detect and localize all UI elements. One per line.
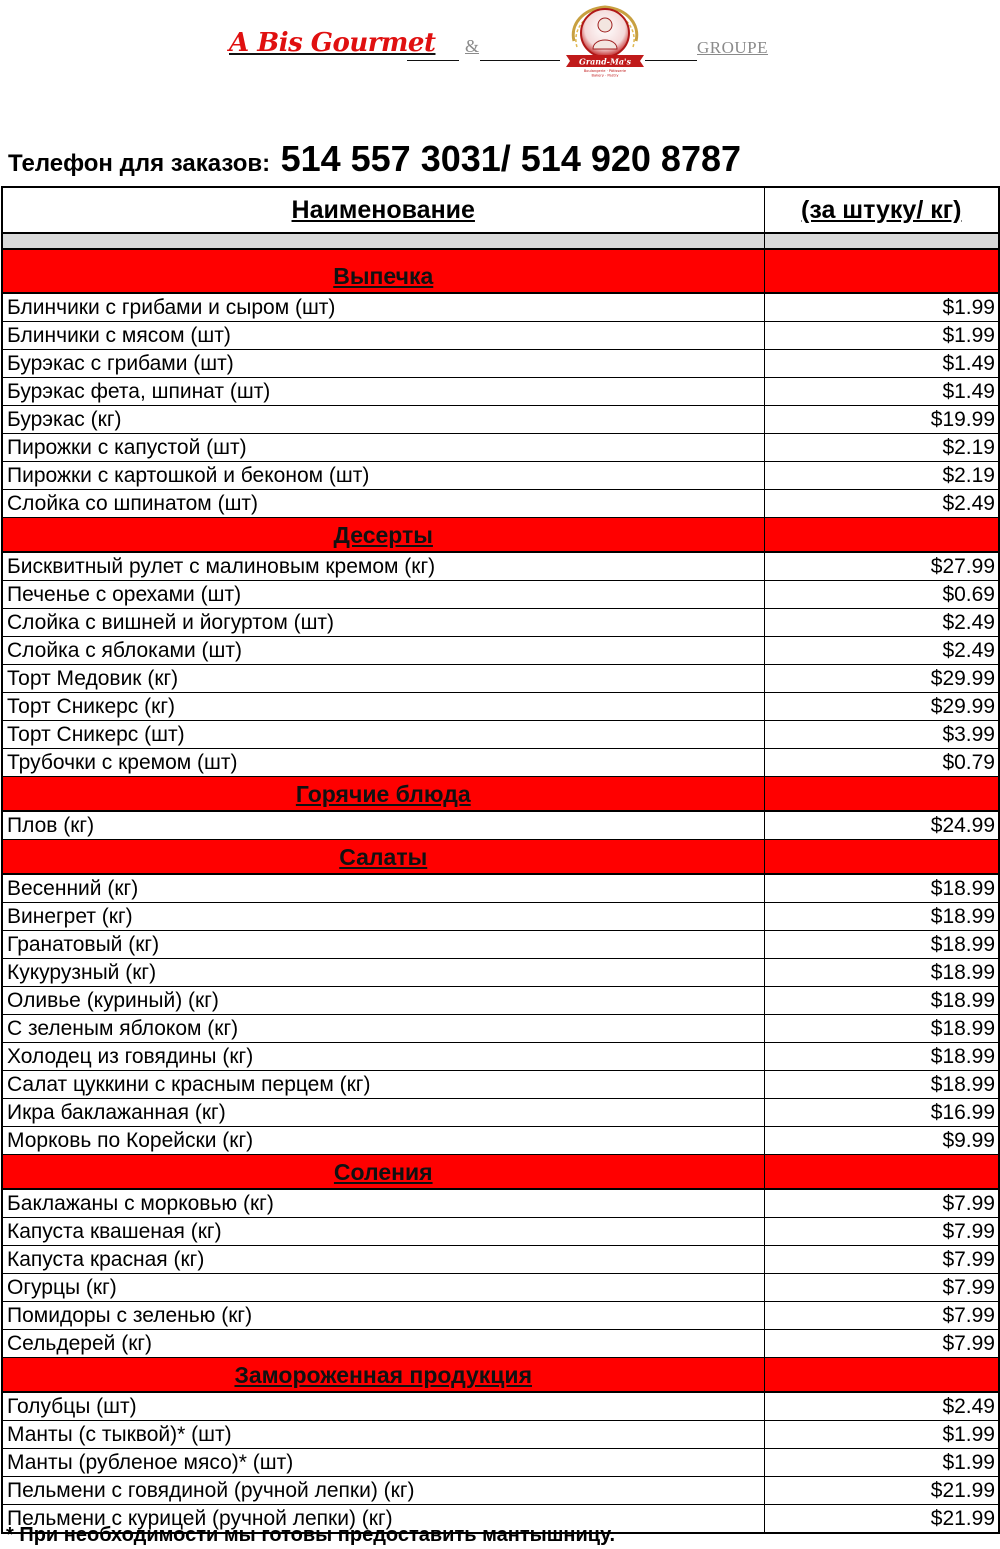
item-name: Оливье (куриный) (кг) — [2, 987, 764, 1015]
item-name: Слойка с яблоками (шт) — [2, 637, 764, 665]
logo-subtitle-2: Bakery · Pastry — [591, 73, 619, 77]
table-row — [2, 1421, 999, 1449]
item-name: Слойка со шпинатом (шт) — [2, 490, 764, 518]
header-spacer-row — [2, 233, 999, 249]
price-list-body — [2, 233, 999, 1533]
table-row — [2, 462, 999, 490]
item-price: $0.69 — [764, 581, 999, 609]
table-row — [2, 1015, 999, 1043]
item-price: $24.99 — [764, 811, 999, 840]
item-name: Торт Медовик (кг) — [2, 665, 764, 693]
item-name: Кукурузный (кг) — [2, 959, 764, 987]
category-name: Горячие блюда — [2, 777, 764, 812]
table-row — [2, 1274, 999, 1302]
phone-number: 514 557 3031/ 514 920 8787 — [280, 138, 742, 179]
item-name: Пельмени с говядиной (ручной лепки) (кг) — [2, 1477, 764, 1505]
order-phone-line — [8, 138, 741, 180]
category-price-cell — [764, 518, 999, 553]
table-row — [2, 1449, 999, 1477]
item-price: $1.99 — [764, 293, 999, 322]
category-row — [2, 249, 999, 293]
item-price: $2.49 — [764, 1392, 999, 1421]
item-name: Огурцы (кг) — [2, 1274, 764, 1302]
item-price: $1.99 — [764, 322, 999, 350]
item-price: $18.99 — [764, 959, 999, 987]
table-row — [2, 1302, 999, 1330]
item-name: Плов (кг) — [2, 811, 764, 840]
column-header-name: Наименование — [2, 187, 764, 233]
item-name: Торт Сникерс (шт) — [2, 721, 764, 749]
category-name: Десерты — [2, 518, 764, 553]
item-price: $0.79 — [764, 749, 999, 777]
table-row — [2, 1189, 999, 1218]
item-name: Гранатовый (кг) — [2, 931, 764, 959]
item-price: $9.99 — [764, 1127, 999, 1155]
item-name: Салат цуккини с красным перцем (кг) — [2, 1071, 764, 1099]
table-row — [2, 1099, 999, 1127]
item-price: $7.99 — [764, 1218, 999, 1246]
item-name: Пирожки с капустой (шт) — [2, 434, 764, 462]
item-price: $18.99 — [764, 1043, 999, 1071]
item-price: $29.99 — [764, 665, 999, 693]
item-name: Пирожки с картошкой и беконом (шт) — [2, 462, 764, 490]
item-price: $18.99 — [764, 1071, 999, 1099]
item-price: $2.49 — [764, 637, 999, 665]
logo-subtitle: Boulangerie · Pâtisserie — [583, 69, 627, 73]
item-name: Бурэкас (кг) — [2, 406, 764, 434]
item-price: $2.19 — [764, 462, 999, 490]
table-row — [2, 931, 999, 959]
header-rule — [407, 60, 459, 61]
table-row — [2, 434, 999, 462]
item-price: $3.99 — [764, 721, 999, 749]
table-row — [2, 293, 999, 322]
column-header-price: (за штуку/ кг) — [764, 187, 999, 233]
price-list-table — [1, 186, 1000, 1534]
item-name: Капуста красная (кг) — [2, 1246, 764, 1274]
table-row — [2, 637, 999, 665]
item-name: Капуста квашеная (кг) — [2, 1218, 764, 1246]
item-name: Голубцы (шт) — [2, 1392, 764, 1421]
table-row — [2, 1246, 999, 1274]
category-row — [2, 1155, 999, 1190]
table-header-row — [2, 187, 999, 233]
table-row — [2, 959, 999, 987]
table-row — [2, 1218, 999, 1246]
table-row — [2, 1392, 999, 1421]
item-name: Блинчики с мясом (шт) — [2, 322, 764, 350]
item-name: Пельмени с курицей (ручной лепки) (кг) — [2, 1505, 764, 1534]
table-row — [2, 406, 999, 434]
page-header — [0, 0, 1000, 110]
item-price: $16.99 — [764, 1099, 999, 1127]
category-price-cell — [764, 1358, 999, 1393]
footnote: * При необходимости мы готовы предоставить мантышницу. — [6, 1524, 615, 1546]
table-row — [2, 693, 999, 721]
brand-ampersand: & — [465, 36, 480, 56]
item-name: Трубочки с кремом (шт) — [2, 749, 764, 777]
table-row — [2, 903, 999, 931]
item-price: $29.99 — [764, 693, 999, 721]
category-row — [2, 777, 999, 812]
item-price: $21.99 — [764, 1477, 999, 1505]
item-price: $1.99 — [764, 1421, 999, 1449]
category-row — [2, 1358, 999, 1393]
category-price-cell — [764, 777, 999, 812]
table-row — [2, 552, 999, 581]
item-name: Слойка с вишней и йогуртом (шт) — [2, 609, 764, 637]
category-price-cell — [764, 249, 999, 293]
grand-mas-logo — [560, 3, 650, 77]
item-name: Икра баклажанная (кг) — [2, 1099, 764, 1127]
item-price: $1.99 — [764, 1449, 999, 1477]
header-rule — [480, 60, 560, 61]
item-name: Торт Сникерс (кг) — [2, 693, 764, 721]
item-name: Морковь по Корейски (кг) — [2, 1127, 764, 1155]
category-price-cell — [764, 840, 999, 875]
table-row — [2, 1127, 999, 1155]
item-price: $2.19 — [764, 434, 999, 462]
table-row — [2, 322, 999, 350]
item-price: $1.49 — [764, 378, 999, 406]
item-name: Печенье с орехами (шт) — [2, 581, 764, 609]
item-price: $18.99 — [764, 903, 999, 931]
item-price: $7.99 — [764, 1189, 999, 1218]
table-row — [2, 665, 999, 693]
category-price-cell — [764, 1155, 999, 1190]
category-row — [2, 518, 999, 553]
category-name: Выпечка — [2, 249, 764, 293]
item-price: $27.99 — [764, 552, 999, 581]
table-row — [2, 811, 999, 840]
table-row — [2, 378, 999, 406]
table-row — [2, 1071, 999, 1099]
table-row — [2, 490, 999, 518]
item-name: Бурэкас фета, шпинат (шт) — [2, 378, 764, 406]
category-name: Соления — [2, 1155, 764, 1190]
item-name: Сельдерей (кг) — [2, 1330, 764, 1358]
table-row — [2, 721, 999, 749]
item-price: $2.49 — [764, 609, 999, 637]
item-price: $2.49 — [764, 490, 999, 518]
logo-name: Grand-Ma's — [579, 56, 631, 67]
table-row — [2, 1330, 999, 1358]
table-row — [2, 874, 999, 903]
item-price: $7.99 — [764, 1330, 999, 1358]
item-name: Холодец из говядины (кг) — [2, 1043, 764, 1071]
item-price: $18.99 — [764, 1015, 999, 1043]
item-name: Бисквитный рулет с малиновым кремом (кг) — [2, 552, 764, 581]
item-price: $18.99 — [764, 874, 999, 903]
table-row — [2, 350, 999, 378]
item-price: $21.99 — [764, 1505, 999, 1534]
item-name: Манты (с тыквой)* (шт) — [2, 1421, 764, 1449]
category-name: Салаты — [2, 840, 764, 875]
table-row — [2, 1477, 999, 1505]
item-name: Блинчики с грибами и сыром (шт) — [2, 293, 764, 322]
table-row — [2, 581, 999, 609]
item-price: $7.99 — [764, 1274, 999, 1302]
item-name: Винегрет (кг) — [2, 903, 764, 931]
category-row — [2, 840, 999, 875]
item-price: $18.99 — [764, 931, 999, 959]
item-price: $19.99 — [764, 406, 999, 434]
table-row — [2, 749, 999, 777]
table-row — [2, 609, 999, 637]
category-name: Замороженная продукция — [2, 1358, 764, 1393]
item-name: Баклажаны с морковью (кг) — [2, 1189, 764, 1218]
item-name: С зеленым яблоком (кг) — [2, 1015, 764, 1043]
item-name: Весенний (кг) — [2, 874, 764, 903]
item-price: $1.49 — [764, 350, 999, 378]
brand-groupe: GROUPE — [697, 38, 769, 57]
brand-a-bis-gourmet: A Bis Gourmet — [229, 28, 436, 58]
item-price: $18.99 — [764, 987, 999, 1015]
table-row — [2, 987, 999, 1015]
item-name: Манты (рубленое мясо)* (шт) — [2, 1449, 764, 1477]
phone-label: Телефон для заказов: — [8, 150, 271, 177]
item-name: Помидоры с зеленью (кг) — [2, 1302, 764, 1330]
item-price: $7.99 — [764, 1246, 999, 1274]
header-rule — [645, 60, 697, 61]
item-price: $7.99 — [764, 1302, 999, 1330]
table-row — [2, 1043, 999, 1071]
item-name: Бурэкас с грибами (шт) — [2, 350, 764, 378]
